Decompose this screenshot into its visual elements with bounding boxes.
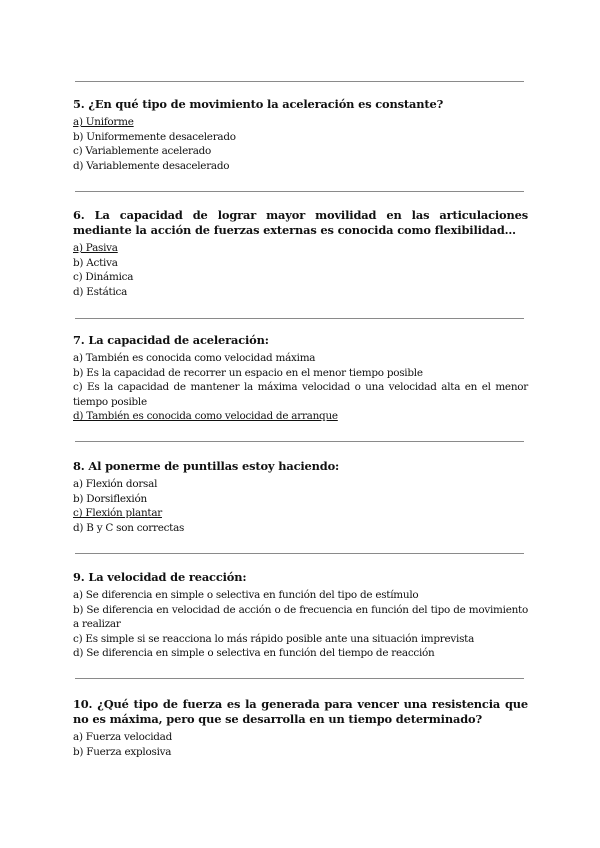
- question-7: [73, 333, 528, 424]
- answer-option: b) Uniformemente desacelerado: [73, 130, 236, 143]
- question-6: [73, 208, 528, 299]
- question-10: [73, 697, 528, 759]
- answer-option: c) Flexión plantar: [73, 507, 162, 520]
- answer-option: c) Variablemente acelerado: [73, 145, 212, 158]
- answer-option: d) También es conocida como velocidad de arranque: [73, 410, 338, 423]
- answer-option: c) Dinámica: [73, 271, 134, 284]
- question-5: [73, 97, 528, 173]
- answer-option: d) Variablemente desacelerado: [73, 159, 230, 172]
- answer-option: a) Pasiva: [73, 242, 118, 254]
- divider: [75, 441, 524, 442]
- answer-option: a) También es conocida como velocidad máxima: [73, 352, 316, 364]
- answer-option: c) Es simple si se reacciona lo más rápido posible ante una situación imprevista: [73, 632, 475, 645]
- answer-option: c) Es la capacidad de mantener la máxima velocidad o una velocidad alta en el menor tiempo posible: [73, 381, 528, 408]
- answer-option: b) Activa: [73, 256, 118, 269]
- answer-option: b) Dorsiflexión: [73, 492, 147, 505]
- question-title: 8. Al ponerme de puntillas estoy haciendo:: [73, 459, 340, 473]
- answer-option: a) Se diferencia en simple o selectiva en función del tipo de estímulo: [73, 589, 419, 601]
- question-title: 9. La velocidad de reacción:: [73, 570, 247, 584]
- answer-option: a) Fuerza velocidad: [73, 731, 173, 743]
- answer-option: a) Uniforme: [73, 116, 134, 128]
- question-title: 7. La capacidad de aceleración:: [73, 333, 269, 347]
- answer-option: d) Estática: [73, 285, 128, 298]
- answer-option: b) Es la capacidad de recorrer un espacio en el menor tiempo posible: [73, 366, 423, 379]
- answer-option: a) Flexión dorsal: [73, 478, 158, 490]
- answer-option: b) Fuerza explosiva: [73, 745, 172, 758]
- question-title: 6. La capacidad de lograr mayor movilidad en las articulaciones mediante la acción de fuerzas externas es conocida como flexibilidad…: [73, 208, 528, 237]
- divider: [75, 553, 524, 554]
- divider: [75, 318, 524, 319]
- divider: [75, 81, 524, 82]
- answer-option: d) Se diferencia en simple o selectiva en función del tiempo de reacción: [73, 647, 435, 660]
- divider: [75, 191, 524, 192]
- question-9: [73, 570, 528, 661]
- divider: [75, 678, 524, 679]
- answer-option: d) B y C son correctas: [73, 521, 185, 534]
- answer-option: b) Se diferencia en velocidad de acción o de frecuencia en función del tipo de movimiento a realizar: [73, 603, 528, 631]
- question-8: [73, 459, 528, 535]
- question-title: 5. ¿En qué tipo de movimiento la aceleración es constante?: [73, 97, 444, 111]
- question-title: 10. ¿Qué tipo de fuerza es la generada para vencer una resistencia que no es máxima, pero que se desarrolla en un tiempo determinado?: [73, 697, 528, 726]
